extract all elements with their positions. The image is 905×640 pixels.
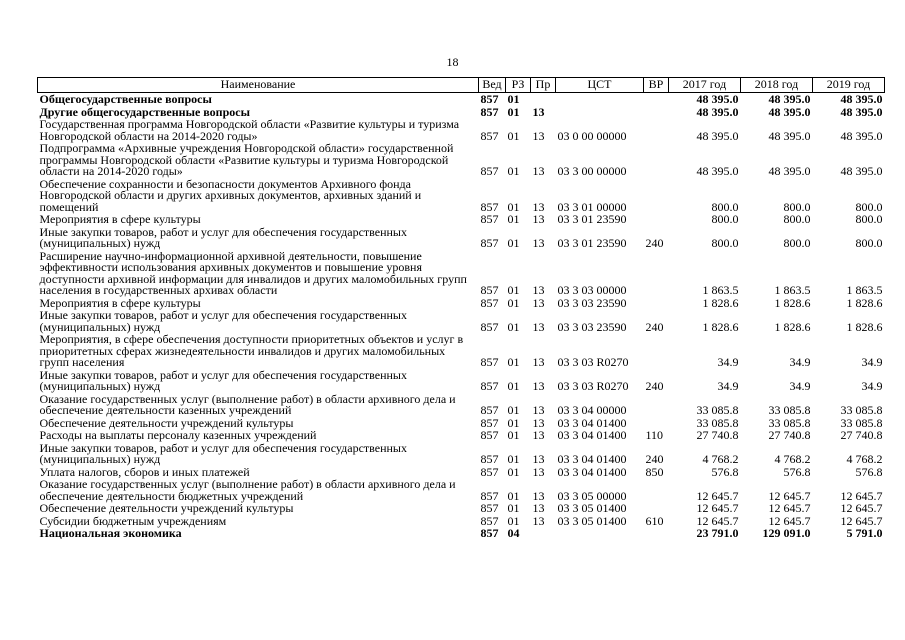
row-pr: 13 bbox=[532, 428, 545, 442]
row-pr: 13 bbox=[532, 415, 545, 430]
row-value-2017: 1 828.6 bbox=[702, 319, 739, 334]
row-name: Общегосударственные вопросы bbox=[39, 92, 212, 106]
row-pr: 13 bbox=[532, 104, 545, 119]
row-name: Иные закупки товаров, работ и услуг для обеспечения государственных (муниципальных) нужд bbox=[39, 224, 407, 250]
row-cst: 03 3 03 R0270 bbox=[557, 379, 629, 393]
header-name: Наименование bbox=[38, 78, 479, 93]
row-vr bbox=[644, 250, 669, 297]
row-rz: 01 bbox=[507, 452, 520, 466]
row-rz: 01 bbox=[507, 164, 520, 178]
header-2017: 2017 год bbox=[669, 78, 741, 93]
row-rz: 01 bbox=[507, 283, 520, 297]
row-pr: 13 bbox=[532, 164, 545, 178]
row-cst: 03 3 01 23590 bbox=[557, 212, 627, 226]
row-pr: 13 bbox=[532, 403, 545, 417]
table-row bbox=[38, 142, 885, 178]
row-vr: 240 bbox=[645, 379, 664, 393]
row-value-2018: 4 768.2 bbox=[774, 452, 811, 466]
row-value-2019: 48 395.0 bbox=[840, 104, 883, 119]
row-ved: 857 bbox=[480, 92, 499, 106]
row-rz: 01 bbox=[507, 464, 520, 479]
row-vr bbox=[644, 213, 669, 226]
row-cst: 03 3 01 23590 bbox=[557, 236, 627, 250]
row-value-2018: 800.0 bbox=[783, 236, 811, 250]
row-value-2019: 27 740.8 bbox=[840, 428, 883, 442]
row-vr bbox=[644, 142, 669, 178]
row-value-2019: 5 791.0 bbox=[846, 526, 883, 540]
row-value-2017: 800.0 bbox=[711, 236, 739, 250]
header-2019: 2019 год bbox=[813, 78, 885, 93]
table-body bbox=[38, 93, 885, 540]
row-rz: 01 bbox=[507, 236, 520, 250]
row-rz: 04 bbox=[507, 526, 520, 540]
row-cst: 03 3 04 01400 bbox=[557, 428, 627, 442]
row-cst: 03 3 05 01400 bbox=[557, 513, 627, 528]
row-value-2018: 1 863.5 bbox=[774, 283, 811, 297]
row-value-2019: 12 645.7 bbox=[840, 513, 883, 528]
table-row bbox=[38, 393, 885, 417]
row-ved: 857 bbox=[480, 403, 499, 417]
table-row bbox=[38, 333, 885, 369]
row-vr bbox=[644, 178, 669, 214]
row-value-2018: 12 645.7 bbox=[768, 488, 811, 503]
row-ved: 857 bbox=[480, 464, 499, 479]
row-value-2019: 576.8 bbox=[855, 464, 883, 479]
table-row bbox=[38, 250, 885, 297]
row-value-2019: 48 395.0 bbox=[840, 128, 883, 143]
row-cst: 03 3 05 01400 bbox=[557, 501, 627, 515]
row-name: Национальная экономика bbox=[39, 526, 182, 540]
row-vr: 110 bbox=[645, 428, 664, 442]
row-value-2019: 48 395.0 bbox=[840, 164, 883, 178]
row-value-2017: 1 863.5 bbox=[702, 283, 739, 297]
row-value-2019: 4 768.2 bbox=[846, 452, 883, 466]
row-value-2018: 48 395.0 bbox=[768, 128, 811, 143]
row-value-2017: 576.8 bbox=[711, 464, 739, 479]
row-ved: 857 bbox=[480, 379, 499, 393]
row-rz: 01 bbox=[507, 199, 520, 214]
table-row bbox=[38, 442, 885, 466]
row-vr bbox=[644, 118, 669, 142]
table-row bbox=[38, 118, 885, 142]
row-value-2018: 33 085.8 bbox=[768, 415, 811, 430]
header-2018: 2018 год bbox=[741, 78, 813, 93]
row-vr bbox=[644, 502, 669, 515]
row-pr: 13 bbox=[532, 379, 545, 393]
table-row bbox=[38, 213, 885, 226]
row-vr bbox=[644, 333, 669, 369]
row-pr: 13 bbox=[532, 355, 545, 369]
row-ved: 857 bbox=[480, 415, 499, 430]
row-rz: 01 bbox=[507, 355, 520, 369]
row-pr: 13 bbox=[532, 212, 545, 226]
row-name: Мероприятия в сфере культуры bbox=[39, 295, 201, 310]
row-pr: 13 bbox=[532, 513, 545, 528]
row-cst: 03 3 04 01400 bbox=[557, 415, 627, 430]
row-vr bbox=[644, 106, 669, 119]
row-value-2018: 48 395.0 bbox=[768, 104, 811, 119]
row-ved: 857 bbox=[480, 283, 499, 297]
row-vr: 240 bbox=[645, 236, 664, 250]
row-cst: 03 3 00 00000 bbox=[557, 164, 627, 178]
row-value-2017: 48 395.0 bbox=[696, 128, 739, 143]
row-value-2019: 800.0 bbox=[855, 199, 883, 214]
row-value-2017: 12 645.7 bbox=[696, 513, 739, 528]
row-name: Другие общегосударственные вопросы bbox=[39, 104, 250, 119]
row-value-2018: 129 091.0 bbox=[762, 526, 811, 540]
row-value-2018: 800.0 bbox=[783, 199, 811, 214]
row-pr: 13 bbox=[532, 283, 545, 297]
row-rz: 01 bbox=[507, 501, 520, 515]
row-vr: 240 bbox=[645, 452, 664, 466]
row-pr: 13 bbox=[532, 199, 545, 214]
table-row bbox=[38, 429, 885, 442]
row-name: Мероприятия в сфере культуры bbox=[39, 212, 201, 226]
row-value-2018: 12 645.7 bbox=[768, 513, 811, 528]
row-name: Субсидии бюджетным учреждениям bbox=[39, 513, 227, 528]
row-value-2019: 34.9 bbox=[861, 355, 883, 369]
row-rz: 01 bbox=[507, 379, 520, 393]
row-ved: 857 bbox=[480, 428, 499, 442]
row-value-2018: 1 828.6 bbox=[774, 295, 811, 310]
row-ved: 857 bbox=[480, 128, 499, 143]
row-vr bbox=[644, 393, 669, 417]
row-pr bbox=[531, 93, 556, 106]
row-cst: 03 3 03 R0270 bbox=[557, 355, 629, 369]
row-value-2017: 23 791.0 bbox=[696, 526, 739, 540]
row-value-2019: 1 863.5 bbox=[846, 283, 883, 297]
row-name: Оказание государственных услуг (выполнение работ) в области архивного дела и обеспечение деятельности казенных учреждений bbox=[39, 391, 456, 417]
row-cst: 03 3 04 01400 bbox=[557, 464, 627, 479]
row-value-2019: 33 085.8 bbox=[840, 403, 883, 417]
row-value-2018: 800.0 bbox=[783, 212, 811, 226]
row-value-2018: 48 395.0 bbox=[768, 92, 811, 106]
row-ved: 857 bbox=[480, 501, 499, 515]
row-pr: 13 bbox=[532, 236, 545, 250]
row-vr: 610 bbox=[645, 513, 664, 528]
row-pr: 13 bbox=[532, 488, 545, 503]
row-ved: 857 bbox=[480, 104, 499, 119]
row-value-2017: 1 828.6 bbox=[702, 295, 739, 310]
row-value-2019: 48 395.0 bbox=[840, 92, 883, 106]
row-ved: 857 bbox=[480, 295, 499, 310]
row-vr: 240 bbox=[645, 319, 664, 334]
row-name: Обеспечение деятельности учреждений культуры bbox=[39, 501, 294, 515]
row-pr: 13 bbox=[532, 295, 545, 310]
row-value-2017: 33 085.8 bbox=[696, 403, 739, 417]
row-value-2018: 34.9 bbox=[789, 379, 811, 393]
row-name: Государственная программа Новгородской области «Развитие культуры и туризма Новгородской области на 2014-2020 годы» bbox=[39, 117, 460, 143]
table-header-row bbox=[38, 78, 885, 93]
header-pr: Пр bbox=[531, 78, 556, 93]
row-value-2018: 33 085.8 bbox=[768, 403, 811, 417]
row-value-2017: 12 645.7 bbox=[696, 488, 739, 503]
row-name: Иные закупки товаров, работ и услуг для обеспечения государственных (муниципальных) нужд bbox=[39, 308, 407, 334]
row-vr bbox=[644, 478, 669, 502]
row-value-2018: 1 828.6 bbox=[774, 319, 811, 334]
row-pr: 13 bbox=[532, 501, 545, 515]
table-row bbox=[38, 502, 885, 515]
table-row bbox=[38, 527, 885, 540]
row-name: Подпрограмма «Архивные учреждения Новгородской области» государственной программы Новгородской области «Развитие культуры и туризма Новгородской области на 2014-2020 годы» bbox=[39, 141, 454, 178]
row-rz: 01 bbox=[507, 488, 520, 503]
row-ved: 857 bbox=[480, 236, 499, 250]
row-name: Расширение научно-информационной архивной деятельности, повышение эффективности использования архивных документов и повышение уровня доступности архивной информации для инвалидов и других маломобильных групп населения в государственных архивах области bbox=[39, 248, 467, 297]
row-cst: 03 3 01 00000 bbox=[557, 199, 627, 214]
row-value-2019: 12 645.7 bbox=[840, 488, 883, 503]
row-value-2018: 12 645.7 bbox=[768, 501, 811, 515]
row-pr: 13 bbox=[532, 464, 545, 479]
row-value-2017: 27 740.8 bbox=[696, 428, 739, 442]
row-value-2018: 48 395.0 bbox=[768, 164, 811, 178]
row-name: Иные закупки товаров, работ и услуг для обеспечения государственных (муниципальных) нужд bbox=[39, 440, 407, 466]
row-rz: 01 bbox=[507, 295, 520, 310]
header-rz: РЗ bbox=[506, 78, 531, 93]
row-rz: 01 bbox=[507, 415, 520, 430]
row-cst: 03 0 00 00000 bbox=[557, 128, 627, 143]
row-value-2017: 4 768.2 bbox=[702, 452, 739, 466]
table-row bbox=[38, 478, 885, 502]
row-value-2019: 800.0 bbox=[855, 212, 883, 226]
row-rz: 01 bbox=[507, 104, 520, 119]
row-pr: 13 bbox=[532, 319, 545, 334]
row-vr: 850 bbox=[645, 464, 664, 479]
row-cst: 03 3 03 23590 bbox=[557, 319, 627, 334]
row-cst bbox=[556, 106, 644, 119]
row-ved: 857 bbox=[480, 319, 499, 334]
row-vr bbox=[644, 93, 669, 106]
row-ved: 857 bbox=[480, 452, 499, 466]
row-name: Иные закупки товаров, работ и услуг для обеспечения государственных (муниципальных) нужд bbox=[39, 367, 407, 393]
row-pr: 13 bbox=[532, 452, 545, 466]
row-value-2017: 33 085.8 bbox=[696, 415, 739, 430]
row-value-2017: 800.0 bbox=[711, 212, 739, 226]
budget-table bbox=[37, 77, 885, 540]
row-ved: 857 bbox=[480, 526, 499, 540]
row-value-2017: 12 645.7 bbox=[696, 501, 739, 515]
row-rz: 01 bbox=[507, 128, 520, 143]
row-value-2017: 48 395.0 bbox=[696, 92, 739, 106]
row-cst: 03 3 05 00000 bbox=[557, 488, 627, 503]
row-name: Расходы на выплаты персоналу казенных учреждений bbox=[39, 428, 317, 442]
row-pr: 13 bbox=[532, 128, 545, 143]
row-rz: 01 bbox=[507, 403, 520, 417]
row-cst: 03 3 04 01400 bbox=[557, 452, 627, 466]
row-ved: 857 bbox=[480, 164, 499, 178]
row-name: Обеспечение сохранности и безопасности документов Архивного фонда Новгородской области и других архивных документов, архивных зданий и помещений bbox=[39, 176, 422, 214]
row-name: Обеспечение деятельности учреждений культуры bbox=[39, 415, 294, 430]
row-cst: 03 3 03 00000 bbox=[557, 283, 627, 297]
row-ved: 857 bbox=[480, 355, 499, 369]
header-vr: ВР bbox=[644, 78, 669, 93]
row-value-2018: 27 740.8 bbox=[768, 428, 811, 442]
row-value-2019: 800.0 bbox=[855, 236, 883, 250]
row-value-2018: 34.9 bbox=[789, 355, 811, 369]
row-name: Оказание государственных услуг (выполнение работ) в области архивного дела и обеспечение деятельности бюджетных учреждений bbox=[39, 477, 456, 503]
row-cst: 03 3 04 00000 bbox=[557, 403, 627, 417]
row-cst bbox=[556, 527, 644, 540]
row-rz: 01 bbox=[507, 319, 520, 334]
table-row bbox=[38, 178, 885, 214]
table-row bbox=[38, 309, 885, 333]
row-ved: 857 bbox=[480, 212, 499, 226]
row-rz: 01 bbox=[507, 428, 520, 442]
row-value-2017: 48 395.0 bbox=[696, 164, 739, 178]
row-value-2017: 800.0 bbox=[711, 199, 739, 214]
row-cst bbox=[556, 93, 644, 106]
row-rz: 01 bbox=[507, 92, 520, 106]
row-vr bbox=[644, 527, 669, 540]
row-value-2017: 48 395.0 bbox=[696, 104, 739, 119]
row-name: Мероприятия, в сфере обеспечения доступности приоритетных объектов и услуг в приоритетных сферах жизнедеятельности инвалидов и других маломобильных групп населения bbox=[39, 332, 464, 369]
row-cst: 03 3 03 23590 bbox=[557, 295, 627, 310]
row-ved: 857 bbox=[480, 199, 499, 214]
table-row bbox=[38, 369, 885, 393]
row-value-2019: 1 828.6 bbox=[846, 295, 883, 310]
row-rz: 01 bbox=[507, 513, 520, 528]
row-name: Уплата налогов, сборов и иных платежей bbox=[39, 464, 250, 479]
row-value-2019: 12 645.7 bbox=[840, 501, 883, 515]
row-value-2017: 34.9 bbox=[717, 355, 739, 369]
header-ved: Вед bbox=[479, 78, 506, 93]
table-row bbox=[38, 93, 885, 106]
row-pr bbox=[531, 527, 556, 540]
row-value-2019: 1 828.6 bbox=[846, 319, 883, 334]
row-ved: 857 bbox=[480, 488, 499, 503]
row-value-2019: 34.9 bbox=[861, 379, 883, 393]
row-value-2019: 33 085.8 bbox=[840, 415, 883, 430]
row-rz: 01 bbox=[507, 212, 520, 226]
row-ved: 857 bbox=[480, 513, 499, 528]
table-row bbox=[38, 226, 885, 250]
row-value-2017: 34.9 bbox=[717, 379, 739, 393]
header-cst: ЦСТ bbox=[556, 78, 644, 93]
row-vr bbox=[644, 297, 669, 310]
row-value-2018: 576.8 bbox=[783, 464, 811, 479]
page-number: 18 bbox=[446, 55, 459, 69]
